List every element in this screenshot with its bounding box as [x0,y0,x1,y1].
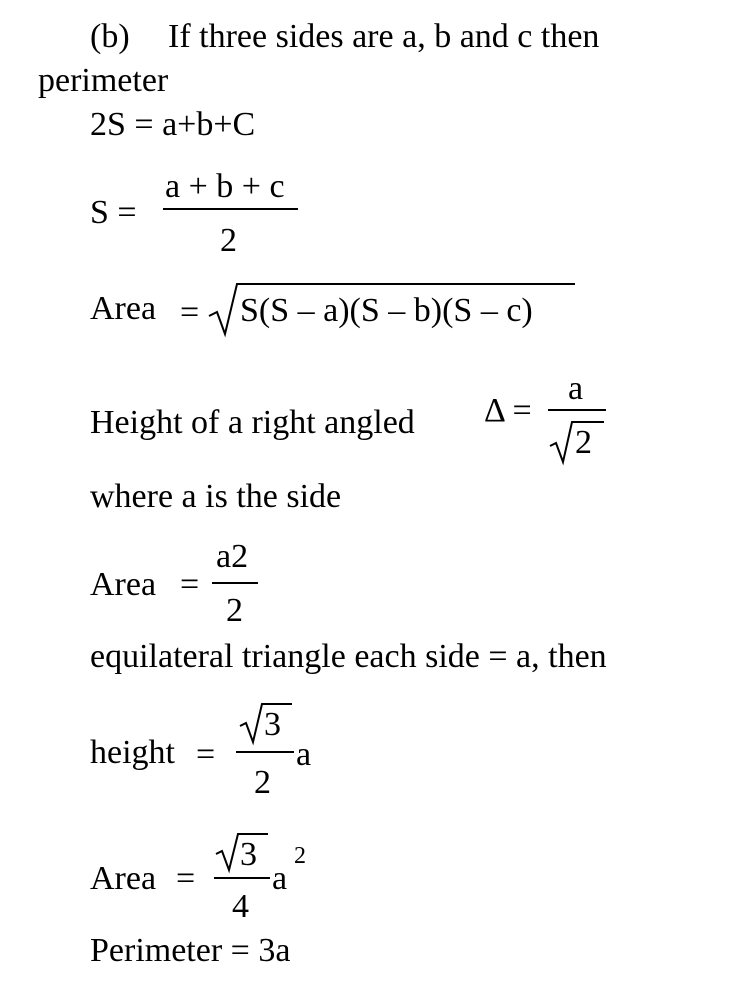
area-exponent: 2 [294,843,306,869]
area-right-label: Area [90,566,157,603]
area-fraction-bar [214,877,270,879]
heron-equals: = [180,294,200,331]
height-right-denominator: 2 [575,424,592,461]
heron-radicand: S(S – a)(S – b)(S – c) [240,292,533,329]
height-denominator: 2 [254,764,271,801]
perimeter-equilateral: Perimeter = 3a [90,932,291,969]
area-equals: = [176,860,196,897]
s-fraction-bar [163,208,298,210]
height-numerator: 3 [264,706,281,743]
s-lhs: S = [90,194,137,231]
height-right-lhs: Δ = [484,392,532,429]
height-right-fraction-bar [548,409,606,411]
area-right-numerator: a2 [216,538,249,575]
area-right-denominator: 2 [226,592,243,629]
intro-text: If three sides are a, b and c then [168,18,600,55]
area-numerator: 3 [240,836,257,873]
area-factor: a [272,860,288,897]
perimeter-equation: 2S = a+b+C [90,106,256,143]
height-factor: a [296,736,312,773]
area-right-equals: = [180,566,200,603]
side-note: where a is the side [90,478,342,515]
area-right-fraction-bar [212,582,258,584]
s-denominator: 2 [220,222,237,259]
height-label: height [90,734,175,771]
part-label: (b) [90,18,130,55]
area-label: Area [90,860,157,897]
intro-continuation: perimeter [38,62,169,99]
s-numerator: a + b + c [165,168,285,205]
height-right-numerator: a [568,370,584,407]
height-fraction-bar [236,751,294,753]
equilateral-note: equilateral triangle each side = a, then [90,638,607,675]
heron-label: Area [90,290,157,327]
height-equals: = [196,736,216,773]
height-right-label: Height of a right angled [90,404,415,441]
area-denominator: 4 [232,888,249,925]
